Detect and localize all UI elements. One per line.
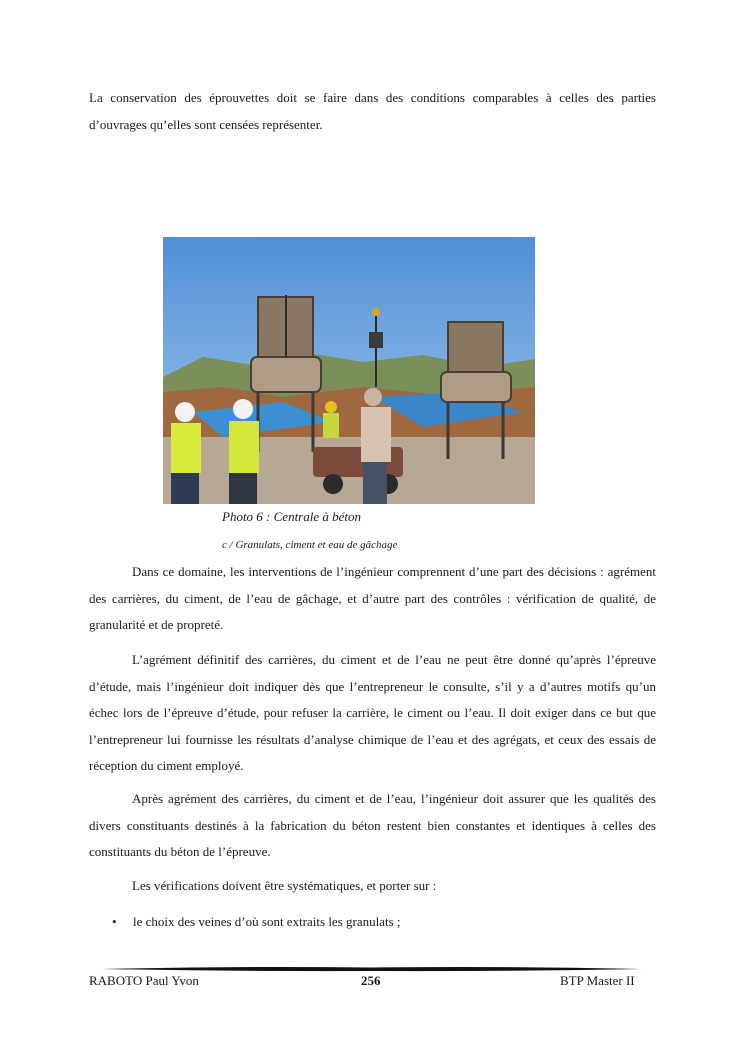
footer-program: BTP Master II (560, 973, 635, 988)
bullet-item: le choix des veines d’où sont extraits les granulats ; (133, 914, 401, 929)
page-number: 256 (361, 973, 381, 988)
footer-divider (102, 965, 642, 973)
bullet-marker: • (112, 914, 117, 929)
photo-caption: Photo 6 : Centrale à béton (222, 509, 362, 524)
paragraph-3: Après agrément des carrières, du ciment et de l’eau, l’ingénieur doit assurer que les qualités des divers constituants destinés à la fabrication du béton restent bien constantes et identiques à celles des constituants du béton de l’épreuve. (89, 791, 656, 859)
paragraph-1: Dans ce domaine, les interventions de l’ingénieur comprennent d’une part des décisions : agrément des carrières, du ciment, de l’eau de gâchage, et d’autre part des contrôles : vérification de qualité, de granularité et de propreté. (89, 564, 656, 632)
section-heading: c / Granulats, ciment et eau de gâchage (222, 539, 398, 551)
paragraph-2: L’agrément définitif des carrières, du ciment et de l’eau ne peut être donné qu’après l’épreuve d’étude, mais l’ingénieur doit indiquer dès que l’entrepreneur le consulte, s’il y a d’autres motifs qu’un échec lors de l’épreuve d’étude, pour refuser la carrière, le ciment ou l’eau. Il doit exiger dans ce but que l’entrepreneur lui fournisse les résultats d’analyse chimique de l’eau et des agrégats, et ceux des essais de réception du ciment employé. (89, 652, 656, 773)
intro-paragraph: La conservation des éprouvettes doit se faire dans des conditions comparables à celles des parties d’ouvrages qu’elles sont censées représenter. (89, 90, 656, 132)
paragraph-4: Les vérifications doivent être systématiques, et porter sur : (132, 878, 437, 893)
concrete-plant-photo (163, 237, 535, 504)
footer-author: RABOTO Paul Yvon (89, 973, 199, 988)
